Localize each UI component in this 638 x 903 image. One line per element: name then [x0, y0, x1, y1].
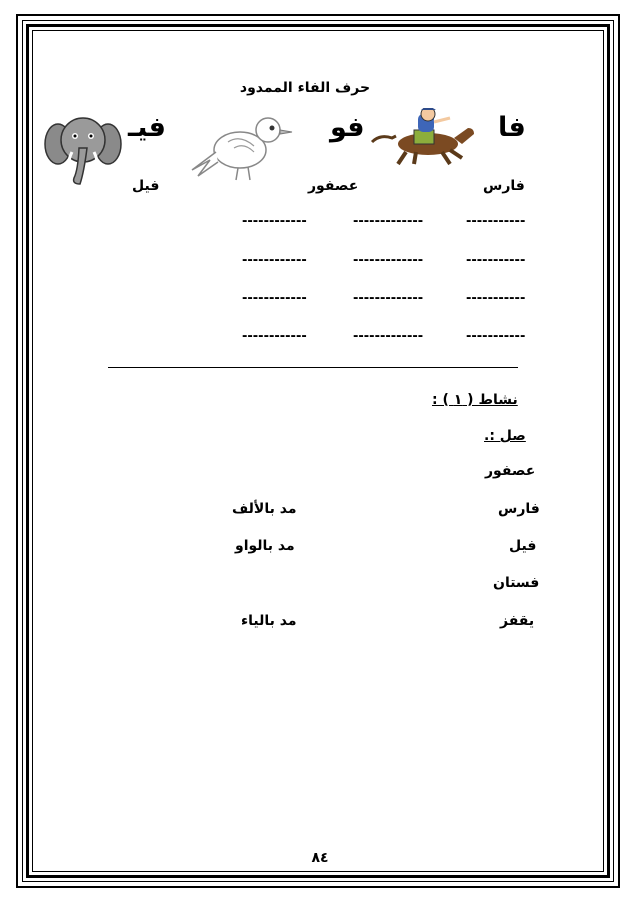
dash-line-l3: ------------	[242, 291, 307, 306]
page-number: ٨٤	[311, 850, 329, 866]
dash-line-r1: -----------	[466, 214, 526, 229]
dash-line-r3: -----------	[466, 291, 526, 306]
elephant-image	[44, 112, 122, 188]
activity-instruction: صل :.	[484, 428, 526, 444]
list-item-right-2: مد بالواو	[235, 538, 295, 554]
page-title: حرف الفاء الممدود	[239, 80, 371, 96]
dash-line-m1: -------------	[353, 214, 424, 229]
list-item-left-5: يقفز	[500, 613, 535, 629]
list-item-left-4: فستان	[493, 575, 540, 591]
horse-rider-image	[370, 108, 480, 166]
dash-line-m4: -------------	[353, 329, 424, 344]
activity-heading: نشاط ( ١ ) :	[432, 392, 518, 408]
list-item-right-3: مد بالياء	[241, 613, 297, 629]
list-item-left-1: عصفور	[485, 463, 536, 479]
letter-fa: فا	[498, 112, 526, 143]
dash-line-l2: ------------	[242, 253, 307, 268]
dash-line-m2: -------------	[353, 253, 424, 268]
bird-image	[188, 112, 298, 184]
list-item-right-1: مد بالألف	[232, 501, 297, 517]
letter-fu: فو	[330, 112, 365, 143]
list-item-left-3: فيل	[509, 538, 537, 554]
dash-line-l4: ------------	[242, 329, 307, 344]
word-asfour: عصفور	[308, 178, 359, 194]
word-faris: فارس	[483, 178, 525, 194]
word-feel: فيل	[132, 178, 160, 194]
dash-line-m3: -------------	[353, 291, 424, 306]
dash-line-l1: ------------	[242, 214, 307, 229]
section-divider	[108, 367, 518, 368]
dash-line-r2: -----------	[466, 253, 526, 268]
dash-line-r4: -----------	[466, 329, 526, 344]
letter-fi: فيـ	[128, 112, 166, 143]
list-item-left-2: فارس	[498, 501, 540, 517]
